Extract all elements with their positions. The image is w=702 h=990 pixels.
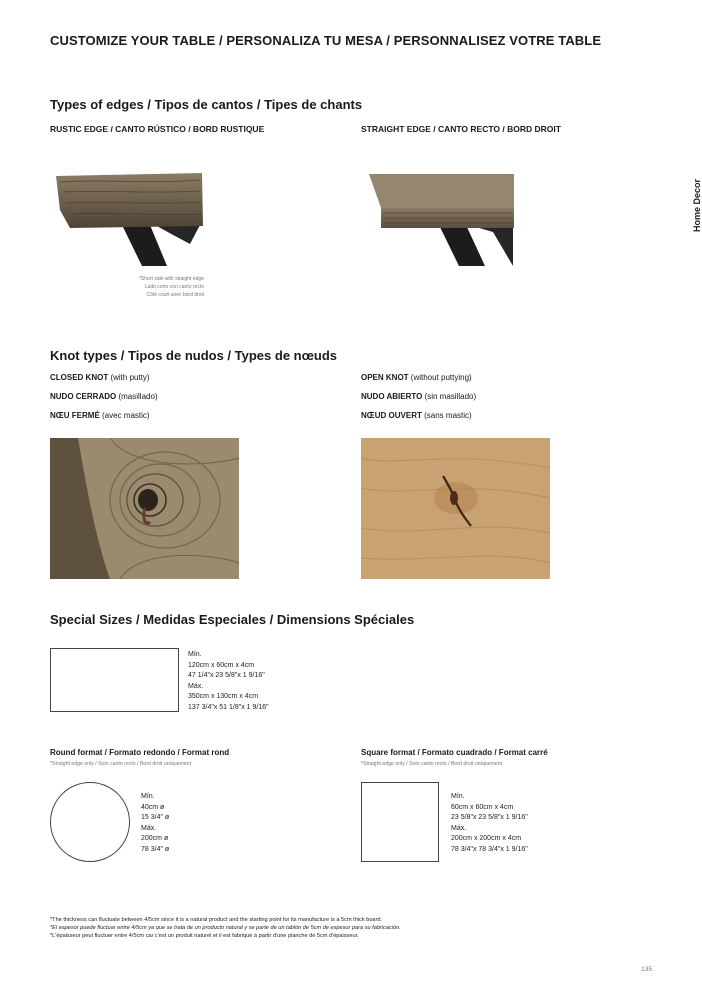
rectangle-format-shape [50,648,179,712]
closed-knot-lines: CLOSED KNOT (with putty) NUDO CERRADO (masillado) NŒU FERMÉ (avec mastic) [50,373,158,420]
straight-edge-label: STRAIGHT EDGE / CANTO RECTO / BORD DROIT [361,124,561,134]
closed-knot-image [50,438,239,579]
round-dimensions: Mín. 40cm ø 15 3/4" ø Máx. 200cm ø 78 3/4" ø [141,793,170,853]
square-format-label: Square format / Formato cuadrado / Format carré [361,748,548,757]
rectangle-dimensions: Mín. 120cm x 60cm x 4cm 47 1/4"x 23 5/8"x 1 9/16" Máx. 350cm x 130cm x 4cm 137 3/4"x 51 1/8"x 1 9/16" [188,651,269,711]
rustic-edge-image [50,170,205,270]
side-label: Home Decor [692,178,702,232]
rustic-edge-note: *Short side with straight edge Lado corto con canto recto Côté court avec bord droit [138,276,204,298]
rustic-edge-label: RUSTIC EDGE / CANTO RÚSTICO / BORD RUSTIQUE [50,124,265,134]
open-knot-image [361,438,550,579]
footnotes: *The thickness can fluctuate between 4/5cm since it is a natural product and the starting point for its manufacture is a 5cm thick board. *El espesor puede fluctuar entre 4/5cm ya que se trata de un producto natural y se parte de un tablón de 5cm de espesor para su fabricación. *L'épaisseur peut fluctuer entre 4/5cm car c'est un produit naturel et il est fabriqué à partir d'une planche de 5cm d'épaisseur. [50,917,401,940]
knots-heading: Knot types / Tipos de nudos / Types de nœuds [50,348,337,363]
page-number: 135 [641,966,652,973]
square-format-note: *Straight edge only / Solo canto recto / Bord droit uniquement [361,761,503,767]
open-knot-lines: OPEN KNOT (without puttying) NUDO ABIERTO (sin masillado) NŒUD OUVERT (sans mastic) [361,373,477,420]
square-format-shape [361,782,439,862]
round-format-label: Round format / Formato redondo / Format rond [50,748,230,757]
round-format-shape [50,782,130,862]
round-format-note: *Straight edge only / Solo canto recto / Bord droit uniquement [50,761,192,767]
square-dimensions: Mín. 60cm x 60cm x 4cm 23 5/8"x 23 5/8"x 1 9/16" Máx. 200cm x 200cm x 4cm 78 3/4"x 78 3/4"x 1 9/16" [451,793,528,853]
edges-heading: Types of edges / Tipos de cantos / Tipes de chants [50,97,363,112]
page-title: CUSTOMIZE YOUR TABLE / PERSONALIZA TU MESA / PERSONNALISEZ VOTRE TABLE [50,33,602,48]
straight-edge-image [361,170,516,270]
special-sizes-heading: Special Sizes / Medidas Especiales / Dimensions Spéciales [50,612,415,627]
